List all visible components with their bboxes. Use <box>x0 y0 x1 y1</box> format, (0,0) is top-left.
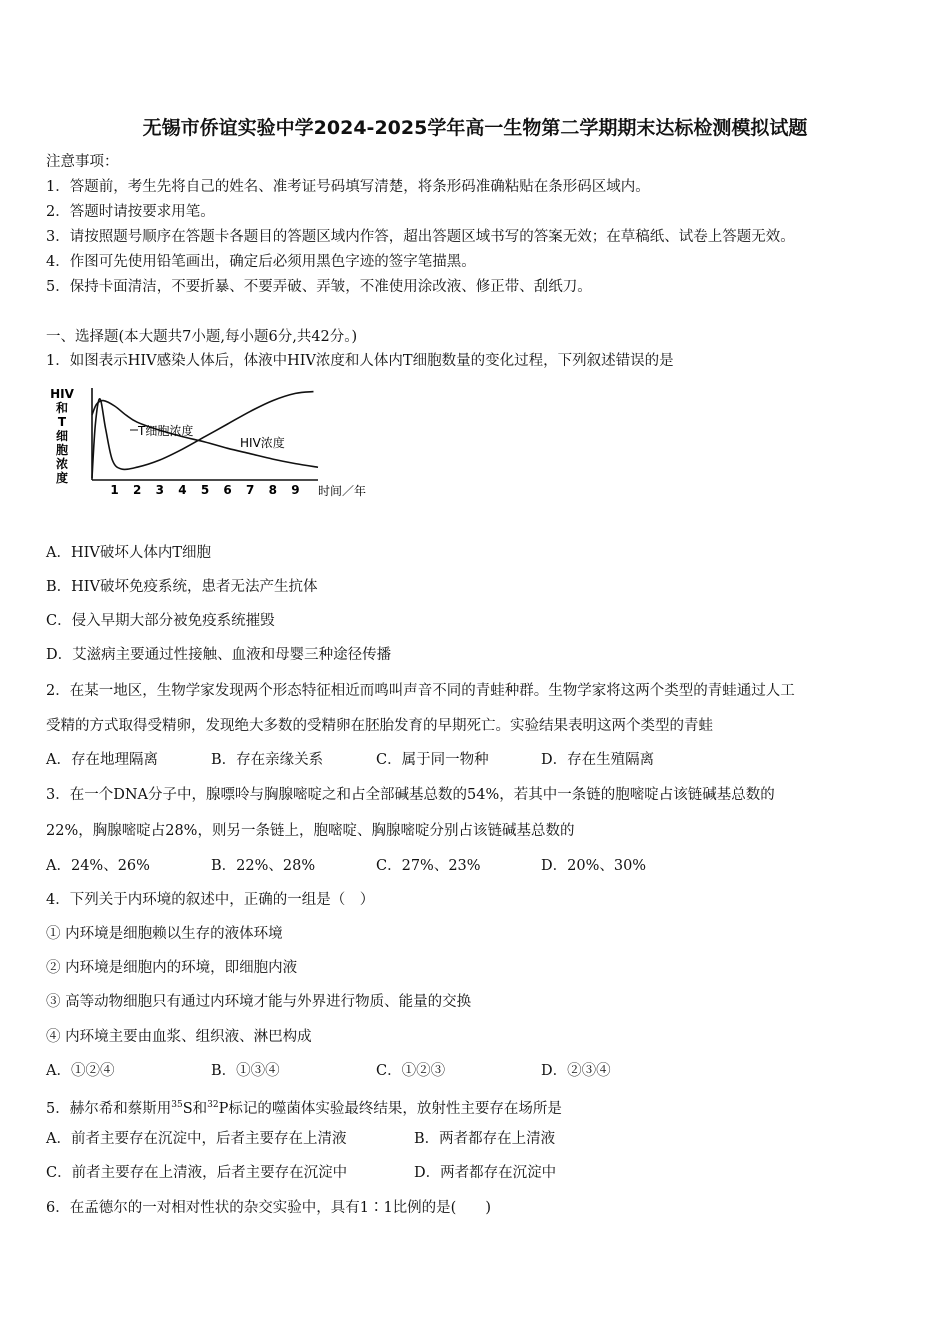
q5-stem-part: P标记的噬菌体实验最终结果，放射性主要存在场所是 <box>218 1100 562 1117</box>
page-title: 无锡市侨谊实验中学2024-2025学年高一生物第二学期期末达标检测模拟试题 <box>142 117 808 139</box>
x-tick-label: 1 <box>110 483 119 497</box>
notice-item: 4．作图可先使用铅笔画出，确定后必须用黑色字迹的签字笔描黑。 <box>46 254 476 270</box>
y-label-char: 度 <box>55 471 69 485</box>
q3-option-c: C．27%、23% <box>376 858 481 874</box>
q5-option-d: D．两者都存在沉淀中 <box>414 1165 557 1181</box>
tcell-series-line <box>92 401 318 468</box>
question-1-stem: 1．如图表示HIV感染人体后，体液中HIV浓度和人体内T细胞数量的变化过程，下列叙述错误的是 <box>46 353 674 369</box>
question-4-stem: 4．下列关于内环境的叙述中，正确的一组是（ ） <box>46 892 375 908</box>
question-2-stem-line1: 2．在某一地区，生物学家发现两个形态特征相近而鸣叫声音不同的青蛙种群。生物学家将这两个类型的青蛙通过人工 <box>46 683 795 699</box>
q4-statement: ② 内环境是细胞内的环境，即细胞内液 <box>46 960 298 976</box>
question-6-stem: 6．在孟德尔的一对相对性状的杂交实验中，具有1∶1比例的是( ) <box>46 1200 491 1216</box>
question-2-stem-line2: 受精的方式取得受精卵，发现绝大多数的受精卵在胚胎发育的早期死亡。实验结果表明这两个类型的青蛙 <box>46 718 713 734</box>
q3-option-d: D．20%、30% <box>541 858 647 874</box>
x-tick-label: 9 <box>291 483 300 497</box>
q4-statement: ③ 高等动物细胞只有通过内环境才能与外界进行物质、能量的交换 <box>46 994 472 1010</box>
q1-option-c: C．侵入早期大部分被免疫系统摧毁 <box>46 613 275 629</box>
q2-option-c: C．属于同一物种 <box>376 752 489 768</box>
question-3-stem-line1: 3．在一个DNA分子中，腺嘌呤与胸腺嘧啶之和占全部碱基总数的54%，若其中一条链的胞嘧啶占该链碱基总数的 <box>46 787 775 803</box>
q2-option-a: A．存在地理隔离 <box>46 752 158 768</box>
q1-option-a: A．HIV破坏人体内T细胞 <box>46 545 211 561</box>
q5-stem-part: S和 <box>182 1100 208 1117</box>
q4-statement: ① 内环境是细胞赖以生存的液体环境 <box>46 926 283 942</box>
x-tick-label: 3 <box>155 483 164 497</box>
hiv-series-line <box>92 392 313 478</box>
x-tick-labels <box>110 483 299 497</box>
notice-heading: 注意事项： <box>46 154 119 170</box>
hiv-series-label: HIV浓度 <box>240 436 285 450</box>
q4-option-d: D．②③④ <box>541 1063 611 1079</box>
x-axis-label: 时间／年 <box>318 484 367 498</box>
q4-option-b: B．①③④ <box>211 1063 280 1079</box>
hiv-tcell-chart <box>50 380 385 505</box>
q5-option-a: A．前者主要存在沉淀中，后者主要存在上清液 <box>46 1131 347 1147</box>
y-label-char: T <box>57 415 67 429</box>
q5-stem-part: 5．赫尔希和蔡斯用 <box>46 1100 172 1117</box>
x-tick-label: 8 <box>268 483 277 497</box>
q5-isotope-35: 35 <box>171 1100 183 1110</box>
notice-item: 3．请按照题号顺序在答题卡各题目的答题区域内作答，超出答题区域书写的答案无效；在草稿纸、试卷上答题无效。 <box>46 229 795 245</box>
q5-isotope-32: 32 <box>207 1100 219 1110</box>
y-label-char: 胞 <box>55 443 69 457</box>
x-tick-label: 6 <box>223 483 232 497</box>
y-label-char: 和 <box>55 401 69 415</box>
q5-option-c: C．前者主要存在上清液，后者主要存在沉淀中 <box>46 1165 348 1181</box>
x-tick-label: 5 <box>200 483 210 497</box>
y-axis-label <box>50 387 75 485</box>
q3-option-a: A．24%、26% <box>46 858 150 874</box>
q1-option-d: D．艾滋病主要通过性接触、血液和母婴三种途径传播 <box>46 647 392 663</box>
tcell-series-label: T细胞浓度 <box>138 424 194 438</box>
q2-option-b: B．存在亲缘关系 <box>211 752 324 768</box>
x-tick-label: 7 <box>246 483 255 497</box>
notice-item: 5．保持卡面清洁，不要折暴、不要弄破、弄皱，不准使用涂改液、修正带、刮纸刀。 <box>46 279 592 295</box>
notice-item: 1．答题前，考生先将自己的姓名、准考证号码填写清楚，将条形码准确粘贴在条形码区域内。 <box>46 179 650 195</box>
q4-option-c: C．①②③ <box>376 1063 446 1079</box>
y-label-char: HIV <box>50 387 74 401</box>
q2-option-d: D．存在生殖隔离 <box>541 752 655 768</box>
q1-option-b: B．HIV破坏免疫系统，患者无法产生抗体 <box>46 579 318 595</box>
question-3-stem-line2: 22%，胸腺嘧啶占28%，则另一条链上，胞嘧啶、胸腺嘧啶分别占该链碱基总数的 <box>46 823 575 839</box>
x-tick-label: 4 <box>178 483 187 497</box>
x-tick-label: 2 <box>133 483 142 497</box>
q3-option-b: B．22%、28% <box>211 858 316 874</box>
section-heading: 一、选择题(本大题共7小题,每小题6分,共42分。) <box>46 329 358 345</box>
y-label-char: 浓 <box>55 457 69 471</box>
notice-item: 2．答题时请按要求用笔。 <box>46 204 215 220</box>
q5-option-b: B．两者都存在上清液 <box>414 1131 556 1147</box>
y-label-char: 细 <box>55 429 69 443</box>
question-5-stem <box>46 1095 562 1119</box>
q4-statement: ④ 内环境主要由血浆、组织液、淋巴构成 <box>46 1029 312 1045</box>
q4-option-a: A．①②④ <box>46 1063 115 1079</box>
